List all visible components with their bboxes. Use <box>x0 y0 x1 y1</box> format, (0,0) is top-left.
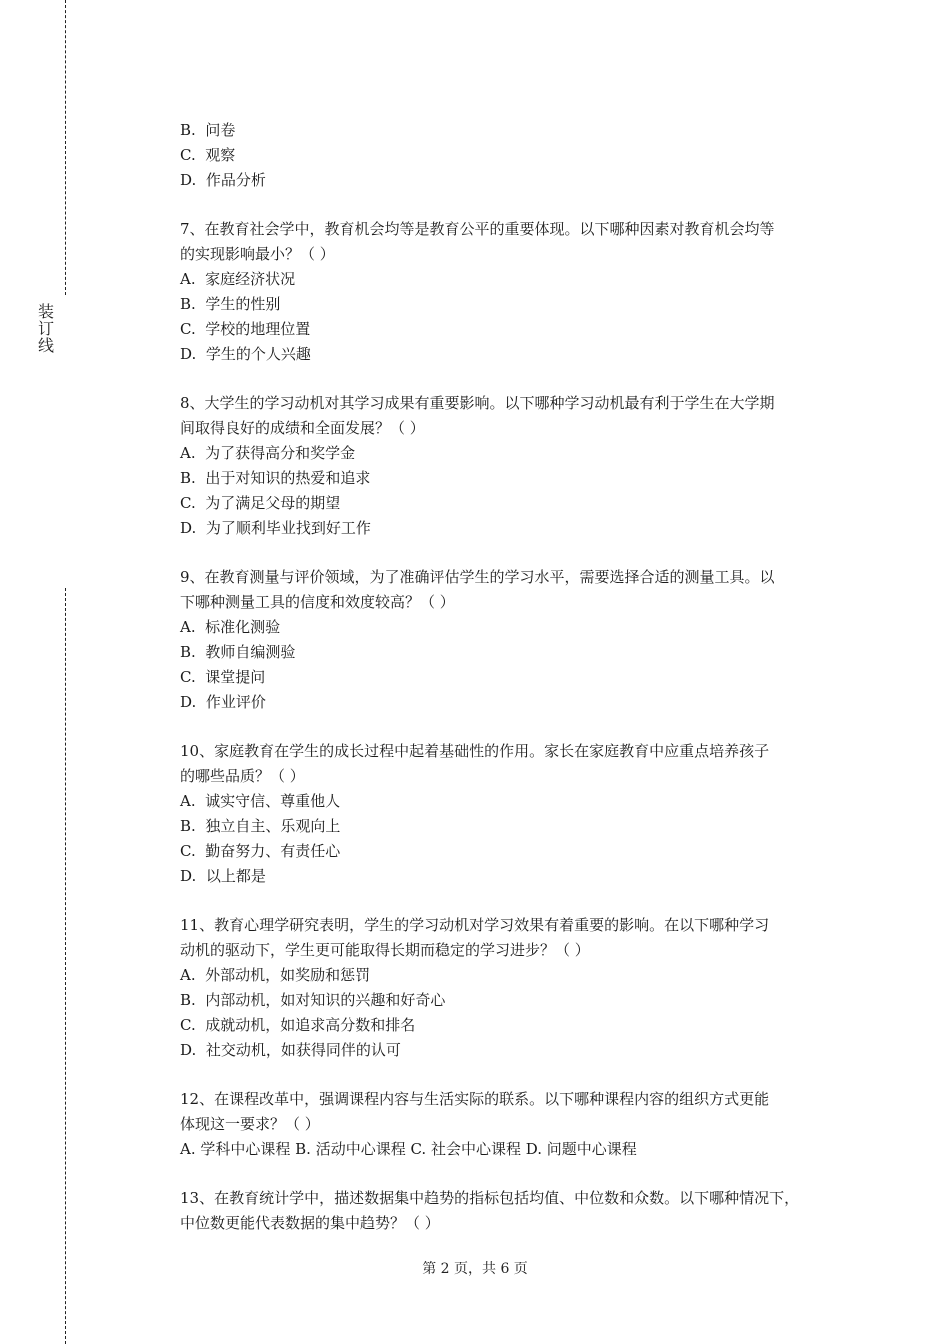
inline-options: A. 学科中心课程 B. 活动中心课程 C. 社会中心课程 D. 问题中心课程 <box>180 1140 637 1158</box>
option-text: 家庭经济状况 <box>205 270 296 288</box>
option-text: 学校的地理位置 <box>205 320 311 338</box>
option-item <box>180 466 850 491</box>
option-item <box>180 491 850 516</box>
option-letter: B. <box>180 991 196 1009</box>
binding-char: 装 <box>37 302 54 321</box>
option-item <box>180 441 850 466</box>
option-letter: C. <box>180 1016 196 1034</box>
option-item <box>180 342 850 367</box>
question-stem-line: 12、在课程改革中，强调课程内容与生活实际的联系。以下哪种课程内容的组织方式更能 <box>180 1090 770 1108</box>
option-text: 外部动机，如奖励和惩罚 <box>205 966 371 984</box>
option-letter: C. <box>180 146 196 164</box>
option-letter: A. <box>180 966 196 984</box>
option-item <box>180 615 850 640</box>
option-text: 诚实守信、尊重他人 <box>205 792 341 810</box>
option-text: 成就动机，如追求高分数和排名 <box>205 1016 416 1034</box>
option-letter: C. <box>180 320 196 338</box>
option-item <box>180 1013 850 1038</box>
question-stem-line: 10、家庭教育在学生的成长过程中起着基础性的作用。家长在家庭教育中应重点培养孩子 <box>180 742 770 760</box>
option-item <box>180 839 850 864</box>
question-stem-line: 动机的驱动下，学生更可能取得长期而稳定的学习进步？（ ） <box>180 941 590 959</box>
option-item <box>180 516 850 541</box>
option-letter: A. <box>180 792 196 810</box>
option-text: 为了满足父母的期望 <box>205 494 341 512</box>
option-letter: B. <box>180 643 196 661</box>
binding-dashed-line-bottom <box>65 588 66 1344</box>
question-stem-line: 13、在教育统计学中，描述数据集中趋势的指标包括均值、中位数和众数。以下哪种情况下， <box>180 1189 800 1207</box>
question-stem-line: 中位数更能代表数据的集中趋势？（ ） <box>180 1214 440 1232</box>
question-12 <box>180 1087 850 1162</box>
option-letter: A. <box>180 618 196 636</box>
option-text: 学生的个人兴趣 <box>205 345 311 363</box>
option-letter: C. <box>180 494 196 512</box>
option-letter: C. <box>180 842 196 860</box>
question-stem-line: 8、大学生的学习动机对其学习成果有重要影响。以下哪种学习动机最有利于学生在大学期 <box>180 394 775 412</box>
option-letter: B. <box>180 295 196 313</box>
option-letter: A. <box>180 444 196 462</box>
question-stem-line: 7、在教育社会学中，教育机会均等是教育公平的重要体现。以下哪种因素对教育机会均等 <box>180 220 775 238</box>
option-text: 为了顺利毕业找到好工作 <box>205 519 371 537</box>
binding-char: 订 <box>37 319 54 338</box>
option-item <box>180 317 850 342</box>
option-text: 为了获得高分和奖学金 <box>205 444 356 462</box>
question-stem-line: 的实现影响最小？（ ） <box>180 245 335 263</box>
option-text: 作品分析 <box>205 171 266 189</box>
option-item <box>180 864 850 889</box>
option-item <box>180 963 850 988</box>
binding-line-label <box>37 303 55 354</box>
option-item <box>180 267 850 292</box>
question-10 <box>180 739 850 889</box>
option-letter: C. <box>180 668 196 686</box>
option-letter: D. <box>180 867 197 885</box>
option-item <box>180 665 850 690</box>
option-letter: D. <box>180 519 197 537</box>
option-item <box>180 143 850 168</box>
option-text: 观察 <box>205 146 236 164</box>
option-item <box>180 789 850 814</box>
option-item <box>180 118 850 143</box>
question-13 <box>180 1186 850 1236</box>
option-text: 课堂提问 <box>205 668 266 686</box>
option-letter: D. <box>180 693 197 711</box>
option-text: 学生的性别 <box>205 295 281 313</box>
option-text: 作业评价 <box>205 693 266 711</box>
option-item <box>180 168 850 193</box>
option-item <box>180 690 850 715</box>
question-stem-line: 间取得良好的成绩和全面发展？（ ） <box>180 419 425 437</box>
page-footer: 第 2 页，共 6 页 <box>422 1261 528 1277</box>
question-stem-line: 的哪些品质？（ ） <box>180 767 305 785</box>
option-text: 教师自编测验 <box>205 643 296 661</box>
option-letter: D. <box>180 1041 197 1059</box>
option-text: 勤奋努力、有责任心 <box>205 842 341 860</box>
exam-content <box>180 118 850 1236</box>
option-letter: B. <box>180 817 196 835</box>
question-9 <box>180 565 850 715</box>
option-text: 标准化测验 <box>205 618 281 636</box>
option-item <box>180 1038 850 1063</box>
binding-dashed-line-top <box>65 0 66 295</box>
option-item <box>180 640 850 665</box>
question-stem-line: 下哪种测量工具的信度和效度较高？（ ） <box>180 593 455 611</box>
question-stem-line: 9、在教育测量与评价领域，为了准确评估学生的学习水平，需要选择合适的测量工具。以 <box>180 568 775 586</box>
option-item <box>180 814 850 839</box>
option-text: 问卷 <box>205 121 236 139</box>
option-text: 社交动机，如获得同伴的认可 <box>205 1041 401 1059</box>
option-letter: A. <box>180 270 196 288</box>
option-text: 独立自主、乐观向上 <box>205 817 341 835</box>
question-stem-line: 体现这一要求？（ ） <box>180 1115 320 1133</box>
question-7 <box>180 217 850 367</box>
option-text: 以上都是 <box>205 867 266 885</box>
option-item <box>180 292 850 317</box>
option-letter: B. <box>180 469 196 487</box>
question-8 <box>180 391 850 541</box>
question-stem-line: 11、教育心理学研究表明，学生的学习动机对学习效果有着重要的影响。在以下哪种学习 <box>180 916 770 934</box>
option-letter: D. <box>180 171 197 189</box>
question-11 <box>180 913 850 1063</box>
binding-char: 线 <box>37 336 54 355</box>
option-letter: D. <box>180 345 197 363</box>
option-item <box>180 988 850 1013</box>
option-text: 出于对知识的热爱和追求 <box>205 469 371 487</box>
option-text: 内部动机，如对知识的兴趣和好奇心 <box>205 991 446 1009</box>
option-letter: B. <box>180 121 196 139</box>
